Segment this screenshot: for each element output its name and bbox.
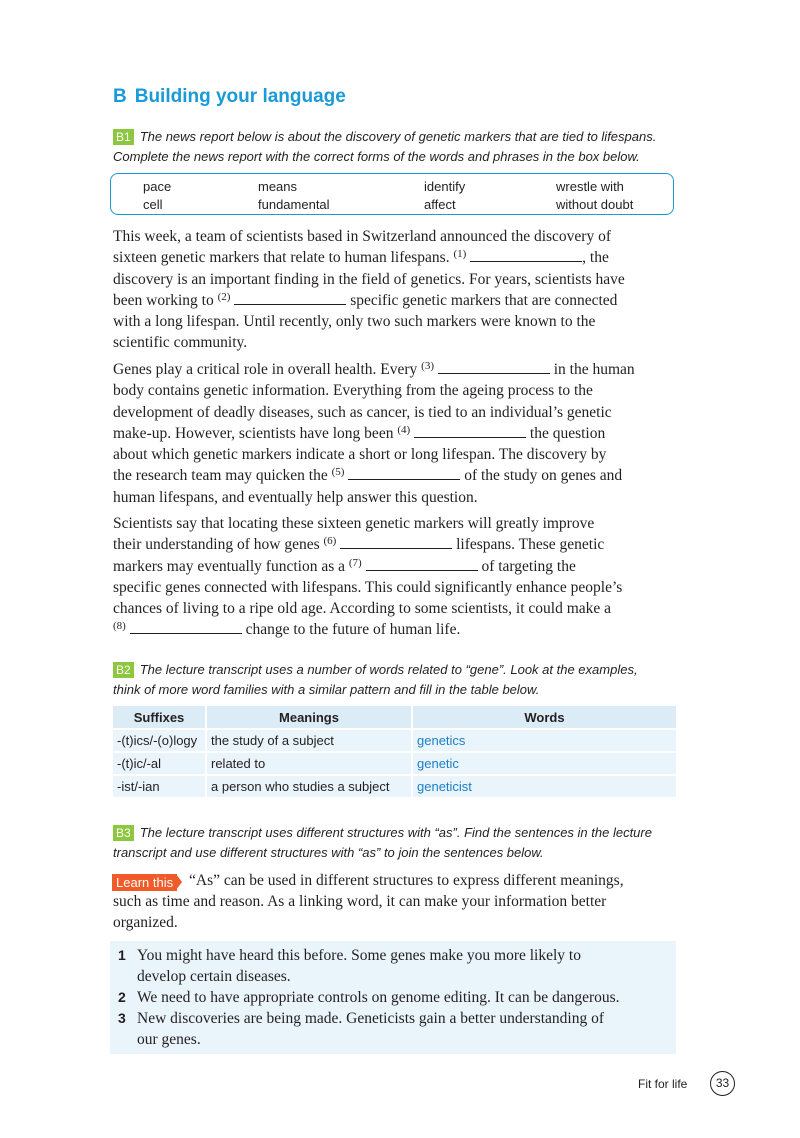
word-box-item: fundamental: [258, 197, 330, 212]
text-line: with a long lifespan. Until recently, only two such markers were known to the: [113, 313, 596, 331]
answer-blank-5[interactable]: [348, 466, 460, 480]
blank-number: (2): [217, 290, 231, 303]
word-box-item: pace: [143, 179, 172, 194]
report-paragraph-3: [113, 513, 688, 641]
table-cell[interactable]: genetics: [412, 729, 676, 752]
table-cell: a person who studies a subject: [206, 775, 412, 797]
word-family-table: [113, 706, 676, 797]
text-line: been working to $^{(2)}$ specific genetic markers that are connected: [113, 290, 618, 309]
table-header: Meanings: [206, 706, 412, 729]
b2-instruction: [113, 660, 688, 679]
word-box-item: identify: [424, 179, 466, 194]
table-cell: related to: [206, 752, 412, 775]
blank-number: (3): [421, 360, 434, 372]
table-row: [113, 729, 676, 752]
text-line: discovery is an important finding in the field of genetics. For years, scientists have: [113, 270, 625, 288]
text-line: development of deadly diseases, such as cancer, is tied to an individual’s genetic: [113, 403, 612, 421]
text-line: sixteen genetic markers that relate to human lifespans. $^{(1)}$ , the: [113, 248, 609, 267]
item-number: 3: [118, 1010, 126, 1026]
table-header: Suffixes: [113, 706, 206, 729]
blank-number: (5): [331, 466, 345, 479]
item-number: 2: [118, 989, 126, 1005]
table-cell: -(t)ic/-al: [113, 752, 206, 775]
answer-blank-3[interactable]: [438, 360, 550, 374]
text-line: their understanding of how genes $^{(6)}$ lifespans. These genetic: [113, 535, 605, 554]
table-cell[interactable]: genetic: [412, 752, 676, 775]
b2-instruction-line1: The lecture transcript uses a number of words related to “gene”. Look at the examples,: [139, 662, 638, 677]
text-line: body contains genetic information. Everything from the ageing process to the: [113, 382, 593, 400]
table-header: Words: [412, 706, 676, 729]
word-box: [110, 173, 674, 215]
answer-blank-2[interactable]: [234, 291, 346, 305]
answer-blank-8[interactable]: [130, 620, 242, 634]
text-line: the research team may quicken the $^{(5)}$ of the study on genes and: [113, 466, 623, 485]
text-line: specific genes connected with lifespans. This could significantly enhance people’s: [113, 578, 623, 596]
blank-number: (1): [453, 248, 467, 261]
b1-instruction-line1: The news report below is about the discovery of genetic markers that are tied to lifespans.: [139, 129, 657, 144]
b2-instruction-line2: think of more word families with a similar pattern and fill in the table below.: [113, 682, 540, 697]
table-cell: -ist/-ian: [113, 775, 206, 797]
b3-instruction-line2: transcript and use different structures with “as” to join the sentences below.: [113, 845, 544, 860]
section-title: [113, 86, 346, 108]
text-line: about which genetic markers indicate a short or long lifespan. The discovery by: [113, 446, 607, 464]
b1-instruction: [113, 127, 688, 146]
text-line: Genes play a critical role in overall health. Every $^{(3)}$ in the human: [113, 360, 635, 378]
table-row: [113, 752, 676, 775]
table-cell: -(t)ics/-(o)logy: [113, 729, 206, 752]
word-box-item: affect: [424, 197, 456, 212]
text-line: chances of living to a ripe old age. According to some scientists, it could make a: [113, 600, 612, 618]
table-cell[interactable]: geneticist: [412, 775, 676, 797]
text-line: This week, a team of scientists based in Switzerland announced the discovery of: [113, 228, 612, 245]
word-box-item: without doubt: [556, 197, 634, 212]
word-box-item: wrestle with: [556, 179, 624, 194]
sentences-box: [110, 941, 676, 1054]
item-text: New discoveries are being made. Geneticists gain a better understanding of our genes.: [137, 1010, 604, 1048]
footer-unit-title: Fit for life: [638, 1077, 688, 1091]
learn-this-badge: Learn this: [112, 874, 177, 891]
report-paragraph-2: [113, 359, 688, 508]
report-paragraph-1: [113, 226, 688, 354]
b1-tag: B1: [113, 129, 134, 145]
answer-blank-1[interactable]: [470, 248, 582, 262]
text-line: human lifespans, and eventually help answer this question.: [113, 488, 478, 506]
b2-tag: B2: [113, 662, 134, 678]
answer-blank-4[interactable]: [414, 424, 526, 438]
blank-number: (6): [323, 535, 337, 548]
section-heading: Building your language: [134, 86, 346, 107]
text-line: Scientists say that locating these sixteen genetic markers will greatly improve: [113, 515, 595, 532]
page-number: 33: [710, 1071, 735, 1096]
text-line: organized.: [113, 914, 178, 932]
learn-this-line1: “As” can be used in different structures to express different meanings,: [189, 872, 624, 889]
item-text: You might have heard this before. Some genes make you more likely to develop certain diseases.: [137, 947, 581, 985]
table-header-row: [113, 706, 676, 729]
word-box-item: means: [258, 179, 298, 194]
table-cell: the study of a subject: [206, 729, 412, 752]
text-line: markers may eventually function as a $^{(7)}$ of targeting the: [113, 556, 576, 575]
answer-blank-6[interactable]: [340, 535, 452, 549]
b3-instruction-line1: The lecture transcript uses different structures with “as”. Find the sentences in the lecture: [139, 825, 652, 840]
word-box-item: cell: [143, 197, 163, 212]
text-line: scientific community.: [113, 334, 248, 352]
text-line: make-up. However, scientists have long been $^{(4)}$ the question: [113, 423, 606, 442]
blank-number: (8): [113, 620, 126, 633]
answer-blank-7[interactable]: [366, 557, 478, 571]
text-line: $^{(8)}$ change to the future of human life.: [113, 620, 461, 639]
learn-this-arrow-icon: [176, 874, 182, 890]
item-number: 1: [118, 947, 126, 963]
learn-this-text: [113, 891, 688, 934]
b1-instruction-line2: Complete the news report with the correct forms of the words and phrases in the box below.: [113, 149, 640, 164]
blank-number: (7): [348, 556, 362, 569]
b3-tag: B3: [113, 825, 134, 841]
text-line: such as time and reason. As a linking word, it can make your information better: [113, 893, 607, 910]
b3-instruction: [113, 823, 688, 842]
blank-number: (4): [397, 423, 411, 436]
table-row: [113, 775, 676, 797]
section-letter: B: [113, 86, 127, 107]
item-text: We need to have appropriate controls on genome editing. It can be dangerous.: [137, 989, 620, 1006]
